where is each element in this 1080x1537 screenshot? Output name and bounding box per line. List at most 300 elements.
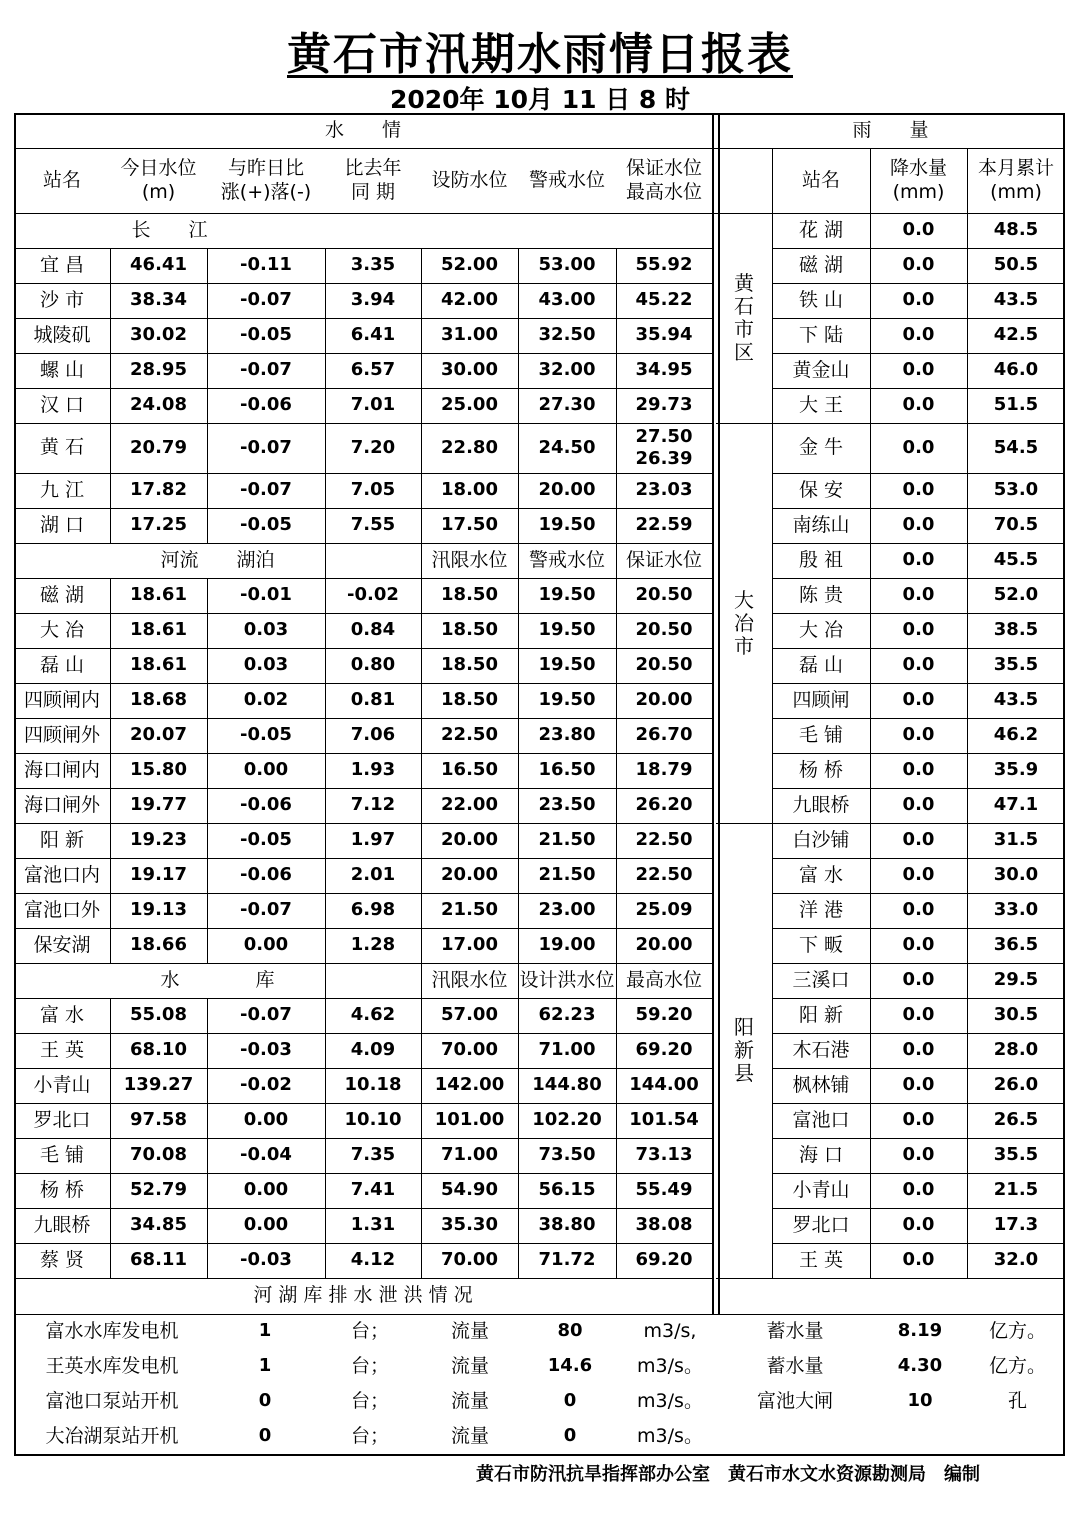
column-divider xyxy=(110,283,111,318)
column-divider xyxy=(110,248,111,283)
rain-column-header: 降水量 (mm) xyxy=(889,156,947,203)
reservoir-value: 35.30 xyxy=(441,1214,498,1236)
rain-station: 毛 铺 xyxy=(798,723,844,746)
rain-monthly: 31.5 xyxy=(993,829,1039,851)
changjiang-value: 17.25 xyxy=(130,514,187,536)
column-divider xyxy=(518,648,519,683)
rain-precip: 0.0 xyxy=(902,829,935,851)
column-divider xyxy=(325,1208,326,1243)
rain-monthly: 54.5 xyxy=(993,436,1039,458)
reservoir-value: 52.79 xyxy=(130,1179,187,1201)
river-value: 26.70 xyxy=(635,724,693,746)
rain-precip: 0.0 xyxy=(902,289,935,311)
rain-precip: 0.0 xyxy=(902,436,935,458)
drainage-cell: m3/s。 xyxy=(637,1389,703,1412)
rain-precip: 0.0 xyxy=(902,324,935,346)
changjiang-value: 3.35 xyxy=(350,254,396,276)
report-footer: 黄石市防汛抗旱指挥部办公室 黄石市水文水资源勘测局 编制 xyxy=(476,1464,980,1485)
drainage-cell: 流量 xyxy=(450,1319,489,1342)
column-divider xyxy=(207,718,208,753)
reservoir-value: 68.11 xyxy=(130,1249,187,1271)
river-value: 18.61 xyxy=(130,584,187,606)
changjiang-value: 22.80 xyxy=(441,436,498,458)
river-value: 18.61 xyxy=(130,654,187,676)
river-value: 19.77 xyxy=(130,794,187,816)
reservoir-station: 九眼桥 xyxy=(33,1213,91,1236)
rain-monthly: 36.5 xyxy=(993,934,1039,956)
river-value: 22.50 xyxy=(635,864,693,886)
column-divider xyxy=(325,543,326,578)
drainage-cell: 10 xyxy=(907,1390,933,1412)
changjiang-value: -0.05 xyxy=(240,514,292,536)
column-divider xyxy=(325,353,326,388)
rain-precip: 0.0 xyxy=(902,1214,935,1236)
column-divider xyxy=(616,788,617,823)
column-divider xyxy=(325,1138,326,1173)
rain-monthly: 26.0 xyxy=(993,1074,1039,1096)
column-divider xyxy=(325,248,326,283)
river-station: 四顾闸外 xyxy=(23,723,100,746)
column-divider xyxy=(616,858,617,893)
drainage-cell: 0 xyxy=(563,1425,577,1447)
changjiang-value: 6.57 xyxy=(350,359,396,381)
rain-station: 阳 新 xyxy=(798,1003,844,1026)
column-divider xyxy=(110,353,111,388)
drainage-cell: 台； xyxy=(350,1354,389,1377)
river-station: 保安湖 xyxy=(33,933,91,956)
column-divider xyxy=(110,858,111,893)
river-value: 22.50 xyxy=(635,829,693,851)
column-divider xyxy=(421,473,422,508)
reservoir-value: -0.03 xyxy=(240,1249,292,1271)
changjiang-value: 53.00 xyxy=(538,254,596,276)
rain-station: 四顾闸 xyxy=(792,688,850,711)
column-divider xyxy=(207,423,208,473)
column-divider xyxy=(325,998,326,1033)
column-divider xyxy=(207,823,208,858)
column-divider xyxy=(518,283,519,318)
column-divider xyxy=(110,718,111,753)
changjiang-value: 28.95 xyxy=(130,359,187,381)
column-divider xyxy=(518,718,519,753)
rain-station: 三溪口 xyxy=(792,968,850,991)
reservoir-value: -0.04 xyxy=(240,1144,292,1166)
rain-station: 枫林铺 xyxy=(792,1073,850,1096)
rain-monthly: 28.0 xyxy=(993,1039,1039,1061)
changjiang-value: 32.50 xyxy=(538,324,596,346)
drainage-cell: 富池口泵站开机 xyxy=(45,1389,179,1412)
rain-monthly: 42.5 xyxy=(993,324,1039,346)
changjiang-value: 38.34 xyxy=(130,289,187,311)
river-value: -0.02 xyxy=(347,584,399,606)
column-divider xyxy=(325,578,326,613)
rain-monthly: 38.5 xyxy=(993,619,1039,641)
column-divider xyxy=(207,1243,208,1278)
rain-station: 磊 山 xyxy=(798,653,844,676)
river-value: -0.07 xyxy=(240,899,292,921)
column-divider xyxy=(207,388,208,423)
changjiang-value: 23.03 xyxy=(635,479,693,501)
river-value: -0.05 xyxy=(240,829,292,851)
changjiang-value: 17.50 xyxy=(441,514,498,536)
column-divider xyxy=(421,823,422,858)
rain-precip: 0.0 xyxy=(902,689,935,711)
drainage-cell: 14.6 xyxy=(547,1355,593,1377)
column-divider xyxy=(110,753,111,788)
changjiang-value: -0.11 xyxy=(240,254,292,276)
river-value: 18.50 xyxy=(441,619,498,641)
rain-precip: 0.0 xyxy=(902,1179,935,1201)
column-divider xyxy=(207,648,208,683)
column-divider xyxy=(207,473,208,508)
column-divider xyxy=(518,788,519,823)
reservoir-value: 7.35 xyxy=(350,1144,396,1166)
column-divider xyxy=(518,613,519,648)
reservoir-value: 56.15 xyxy=(538,1179,596,1201)
water-column-header: 保证水位 最高水位 xyxy=(625,156,702,203)
river-value: 21.50 xyxy=(538,829,596,851)
changjiang-station: 城陵矶 xyxy=(33,323,91,346)
river-value: -0.06 xyxy=(240,794,292,816)
rain-precip: 0.0 xyxy=(902,619,935,641)
reservoir-station: 富 水 xyxy=(39,1003,85,1026)
river-station: 阳 新 xyxy=(39,828,85,851)
column-divider xyxy=(616,718,617,753)
drainage-cell: 台； xyxy=(350,1319,389,1342)
rain-section-header: 雨 量 xyxy=(852,118,929,141)
changjiang-value: 34.95 xyxy=(635,359,693,381)
rain-group-2: 阳 新 县 xyxy=(734,1015,754,1085)
river-value: 19.13 xyxy=(130,899,187,921)
rain-precip: 0.0 xyxy=(902,724,935,746)
river-value: 16.50 xyxy=(441,759,498,781)
reservoir-value: 57.00 xyxy=(441,1004,498,1026)
river-value: 23.50 xyxy=(538,794,596,816)
column-divider xyxy=(421,998,422,1033)
reservoir-station: 罗北口 xyxy=(33,1108,91,1131)
column-divider xyxy=(325,823,326,858)
river-station: 富池口外 xyxy=(23,898,100,921)
column-divider xyxy=(110,683,111,718)
rain-station: 铁 山 xyxy=(798,288,844,311)
column-divider xyxy=(421,1033,422,1068)
column-divider xyxy=(616,753,617,788)
drainage-cell: 0 xyxy=(258,1425,272,1447)
rain-station: 保 安 xyxy=(798,478,844,501)
reservoir-value: 71.72 xyxy=(538,1249,596,1271)
column-divider xyxy=(110,508,111,543)
reservoir-value: 101.54 xyxy=(629,1109,699,1131)
column-divider xyxy=(325,388,326,423)
column-divider xyxy=(325,318,326,353)
water-column-header: 比去年 同 期 xyxy=(344,156,402,203)
rain-station: 九眼桥 xyxy=(792,793,850,816)
rain-monthly: 50.5 xyxy=(993,254,1039,276)
column-divider xyxy=(207,788,208,823)
column-divider xyxy=(325,718,326,753)
column-divider xyxy=(421,1208,422,1243)
rain-station: 富池口 xyxy=(792,1108,850,1131)
column-divider xyxy=(207,928,208,963)
river-value: 18.50 xyxy=(441,654,498,676)
reservoir-value: 102.20 xyxy=(532,1109,602,1131)
column-divider xyxy=(325,283,326,318)
changjiang-value: 3.94 xyxy=(350,289,396,311)
column-divider xyxy=(421,1138,422,1173)
rain-column-header: 本月累计 (mm) xyxy=(977,156,1054,203)
section-rivers-column: 警戒水位 xyxy=(528,548,605,571)
reservoir-value: 68.10 xyxy=(130,1039,187,1061)
changjiang-value: 24.50 xyxy=(538,436,596,458)
river-value: 0.81 xyxy=(350,689,396,711)
river-value: 19.50 xyxy=(538,689,596,711)
report-date: 2020年 10月 11 日 8 时 xyxy=(389,85,691,114)
rain-precip: 0.0 xyxy=(902,969,935,991)
reservoir-value: 70.00 xyxy=(441,1039,498,1061)
column-divider xyxy=(518,963,519,998)
column-divider xyxy=(325,1103,326,1138)
water-column-header: 站名 xyxy=(42,168,81,191)
column-divider xyxy=(421,1243,422,1278)
column-divider xyxy=(421,353,422,388)
reservoir-value: 142.00 xyxy=(434,1074,505,1096)
drainage-cell: 流量 xyxy=(450,1389,489,1412)
section-divider xyxy=(14,388,712,389)
rain-group-0: 黄 石 市 区 xyxy=(734,271,754,364)
drainage-cell: 亿方。 xyxy=(988,1319,1046,1342)
column-divider xyxy=(325,928,326,963)
column-divider xyxy=(421,283,422,318)
reservoir-value: 69.20 xyxy=(635,1249,693,1271)
rain-monthly: 21.5 xyxy=(993,1179,1039,1201)
drainage-cell: 80 xyxy=(557,1320,583,1342)
water-column-header: 警戒水位 xyxy=(528,168,605,191)
changjiang-value: 31.00 xyxy=(441,324,498,346)
column-divider xyxy=(207,1173,208,1208)
drainage-cell: 4.30 xyxy=(897,1355,943,1377)
river-value: 7.06 xyxy=(350,724,396,746)
rain-monthly: 32.0 xyxy=(993,1249,1039,1271)
column-divider xyxy=(110,388,111,423)
column-divider xyxy=(325,893,326,928)
drainage-cell: 台； xyxy=(350,1424,389,1447)
reservoir-value: 71.00 xyxy=(441,1144,498,1166)
rain-station: 黄金山 xyxy=(792,358,850,381)
rain-station: 陈 贵 xyxy=(798,583,844,606)
drainage-cell: m3/s。 xyxy=(637,1354,703,1377)
drainage-cell: 台； xyxy=(350,1389,389,1412)
column-divider xyxy=(207,578,208,613)
drainage-cell: 流量 xyxy=(450,1424,489,1447)
column-divider xyxy=(325,753,326,788)
column-divider xyxy=(110,998,111,1033)
column-divider xyxy=(616,423,617,473)
changjiang-value: -0.07 xyxy=(240,479,292,501)
column-divider xyxy=(110,1173,111,1208)
river-station: 四顾闸内 xyxy=(23,688,100,711)
changjiang-value: 7.55 xyxy=(350,514,396,536)
column-divider xyxy=(325,788,326,823)
column-divider xyxy=(110,1208,111,1243)
rain-monthly: 29.5 xyxy=(993,969,1039,991)
rain-monthly: 45.5 xyxy=(993,549,1039,571)
water-column-header: 设防水位 xyxy=(431,168,508,191)
column-divider xyxy=(421,578,422,613)
column-divider xyxy=(518,893,519,928)
rain-precip: 0.0 xyxy=(902,759,935,781)
rain-monthly: 48.5 xyxy=(993,219,1039,241)
column-divider xyxy=(421,858,422,893)
rain-monthly: 70.5 xyxy=(993,514,1039,536)
rain-station: 南练山 xyxy=(792,513,850,536)
column-divider xyxy=(421,753,422,788)
drainage-cell: 富水水库发电机 xyxy=(45,1319,179,1342)
rain-station: 大 冶 xyxy=(798,618,844,641)
column-divider xyxy=(207,508,208,543)
changjiang-station: 螺 山 xyxy=(39,358,85,381)
column-divider xyxy=(518,1243,519,1278)
rain-station: 下 畈 xyxy=(798,933,844,956)
column-divider xyxy=(207,248,208,283)
changjiang-value: -0.07 xyxy=(240,359,292,381)
section-rivers-column: 保证水位 xyxy=(625,548,702,571)
rain-monthly: 30.0 xyxy=(993,864,1039,886)
column-divider xyxy=(616,473,617,508)
reservoir-station: 小青山 xyxy=(33,1073,91,1096)
column-divider xyxy=(110,1138,111,1173)
section-divider xyxy=(14,823,712,824)
column-divider xyxy=(110,473,111,508)
rain-precip: 0.0 xyxy=(902,794,935,816)
river-station: 磁 湖 xyxy=(39,583,85,606)
rain-station: 金 牛 xyxy=(798,436,844,459)
changjiang-value: 7.01 xyxy=(350,394,396,416)
river-value: 18.61 xyxy=(130,619,187,641)
river-value: 2.01 xyxy=(350,864,396,886)
column-divider xyxy=(207,683,208,718)
reservoir-value: 55.08 xyxy=(130,1004,187,1026)
rain-monthly: 35.5 xyxy=(993,1144,1039,1166)
column-divider xyxy=(518,753,519,788)
river-value: -0.05 xyxy=(240,724,292,746)
changjiang-value: 30.00 xyxy=(441,359,498,381)
column-divider xyxy=(616,578,617,613)
column-divider xyxy=(421,318,422,353)
reservoir-station: 王 英 xyxy=(39,1038,85,1061)
rain-precip: 0.0 xyxy=(902,864,935,886)
rain-precip: 0.0 xyxy=(902,1004,935,1026)
drainage-cell: m3/s。 xyxy=(637,1424,703,1447)
rain-precip: 0.0 xyxy=(902,549,935,571)
drainage-cell: 王英水库发电机 xyxy=(45,1354,179,1377)
changjiang-station: 九 江 xyxy=(39,478,85,501)
column-divider xyxy=(518,1173,519,1208)
rain-precip: 0.0 xyxy=(902,394,935,416)
river-value: 23.80 xyxy=(538,724,596,746)
river-station: 富池口内 xyxy=(23,863,100,886)
column-divider xyxy=(421,423,422,473)
rain-monthly: 43.5 xyxy=(993,289,1039,311)
drainage-cell: 1 xyxy=(258,1320,272,1342)
column-divider xyxy=(616,283,617,318)
group-divider xyxy=(716,1278,772,1279)
reservoir-value: 0.00 xyxy=(243,1109,289,1131)
changjiang-value: -0.07 xyxy=(240,436,292,458)
rain-precip: 0.0 xyxy=(902,1109,935,1131)
river-value: 1.93 xyxy=(350,759,396,781)
changjiang-value: 7.05 xyxy=(350,479,396,501)
reservoir-station: 毛 铺 xyxy=(39,1143,85,1166)
rain-precip: 0.0 xyxy=(902,1144,935,1166)
reservoir-value: 71.00 xyxy=(538,1039,596,1061)
water-section-header: 水 情 xyxy=(324,118,401,141)
changjiang-value: 29.73 xyxy=(635,394,693,416)
column-divider xyxy=(518,318,519,353)
river-value: 20.50 xyxy=(635,654,693,676)
column-divider xyxy=(207,318,208,353)
river-value: 19.23 xyxy=(130,829,187,851)
changjiang-value: 52.00 xyxy=(441,254,498,276)
reservoir-station: 蔡 贤 xyxy=(39,1248,85,1271)
column-divider xyxy=(110,1103,111,1138)
rain-precip: 0.0 xyxy=(902,1039,935,1061)
river-value: 18.68 xyxy=(130,689,187,711)
rain-station: 磁 湖 xyxy=(798,253,844,276)
changjiang-value: 17.82 xyxy=(130,479,187,501)
column-divider xyxy=(207,858,208,893)
column-divider xyxy=(518,578,519,613)
river-value: 20.00 xyxy=(441,864,498,886)
rain-monthly: 26.5 xyxy=(993,1109,1039,1131)
rain-precip: 0.0 xyxy=(902,1074,935,1096)
column-divider xyxy=(421,388,422,423)
reservoir-value: 139.27 xyxy=(123,1074,194,1096)
column-divider xyxy=(616,508,617,543)
drainage-cell: 0 xyxy=(258,1390,272,1412)
reservoir-value: 70.00 xyxy=(441,1249,498,1271)
drainage-cell: 富池大闸 xyxy=(756,1389,833,1412)
rain-monthly: 35.9 xyxy=(993,759,1039,781)
river-value: 23.00 xyxy=(538,899,596,921)
rain-precip: 0.0 xyxy=(902,899,935,921)
column-divider xyxy=(325,1068,326,1103)
rain-station: 海 口 xyxy=(798,1143,844,1166)
column-divider xyxy=(616,683,617,718)
column-divider xyxy=(616,388,617,423)
column-divider xyxy=(110,928,111,963)
column-divider xyxy=(421,963,422,998)
river-station: 海口闸外 xyxy=(23,793,100,816)
changjiang-value: 27.30 xyxy=(538,394,596,416)
rain-station: 下 陆 xyxy=(798,323,844,346)
column-divider xyxy=(110,893,111,928)
changjiang-value: -0.06 xyxy=(240,394,292,416)
column-divider xyxy=(518,1033,519,1068)
river-value: 19.00 xyxy=(538,934,596,956)
column-divider xyxy=(616,823,617,858)
river-value: 18.50 xyxy=(441,689,498,711)
column-divider xyxy=(207,893,208,928)
rain-station: 洋 港 xyxy=(798,898,844,921)
river-value: 0.03 xyxy=(243,654,289,676)
column-divider xyxy=(616,1138,617,1173)
rain-station: 大 王 xyxy=(798,393,844,416)
section-rivers: 河流 湖泊 xyxy=(160,548,275,571)
drainage-cell: 0 xyxy=(563,1390,577,1412)
column-divider xyxy=(207,1208,208,1243)
column-divider xyxy=(421,1103,422,1138)
report-title: 黄石市汛期水雨情日报表 xyxy=(287,29,793,80)
